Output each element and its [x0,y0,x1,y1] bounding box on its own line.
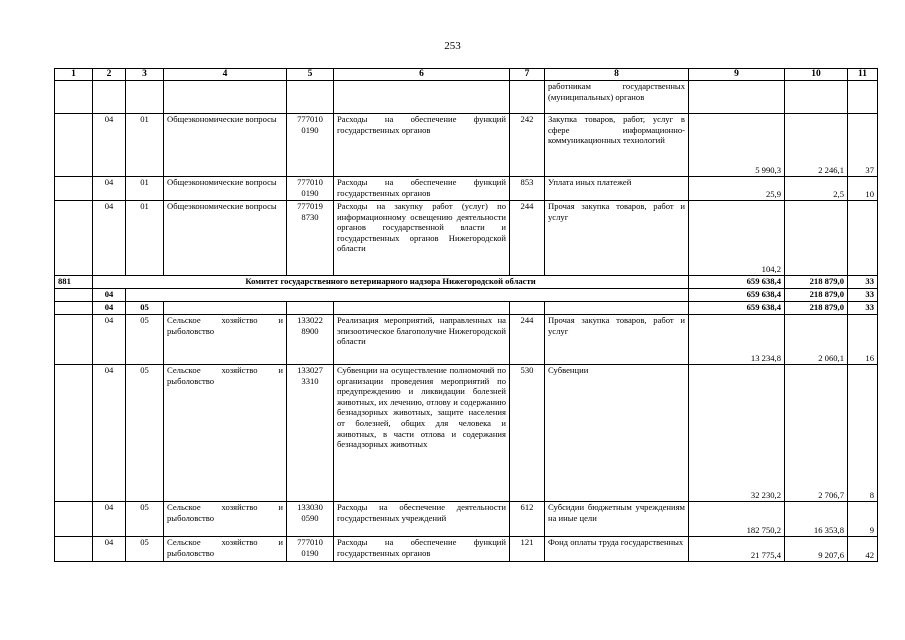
empty-cell [55,289,93,302]
cell-c5: 133030 0590 [287,502,334,537]
col-header-7: 7 [510,69,545,81]
cell-c7: 612 [510,502,545,537]
cell-c10 [785,81,848,114]
cell-c4: Сельское хозяйство и рыболовство [164,502,287,537]
cell-c1 [55,81,93,114]
cell-c1 [55,177,93,201]
col-header-8: 8 [545,69,689,81]
cell-c6: Расходы на обеспечение функций государственных органов [334,537,510,562]
cell-c11: 8 [848,365,878,502]
empty-cell [545,302,689,315]
cell-c8: Фонд оплаты труда государственных [545,537,689,562]
cell-c3: 05 [126,537,164,562]
empty-cell [164,302,287,315]
header-row [55,69,878,81]
cell-c10: 2 060,1 [785,315,848,365]
cell-c10: 16 353,8 [785,502,848,537]
empty-cell [55,502,93,537]
cell-c11 [848,81,878,114]
cell-c2: 04 [93,537,126,562]
cell-c7: 121 [510,537,545,562]
cell-c2: 04 [93,502,126,537]
empty-cell [334,302,510,315]
table-row [55,201,878,276]
cell-c9: 182 750,2 [689,502,785,537]
ministry-row [55,276,878,289]
table-row [55,177,878,201]
section-code: 04 [93,289,126,302]
cell-c6: Расходы на закупку работ (услуг) по информационному освещению деятельности органов государственной власти и государственных органов Нижегородской области [334,201,510,276]
cell-c4: Общеэкономические вопросы [164,177,287,201]
cell-c4: Сельское хозяйство и рыболовство [164,365,287,502]
cell-c9: 5 990,3 [689,114,785,177]
cell-c5: 777010 0190 [287,177,334,201]
cell-c5: 133022 8900 [287,315,334,365]
cell-c8: Уплата иных платежей [545,177,689,201]
cell-c11 [848,201,878,276]
col-header-11: 11 [848,69,878,81]
cell-c2: 04 [93,114,126,177]
cell-c7: 242 [510,114,545,177]
empty-cell [55,315,93,365]
cell-c4 [164,81,287,114]
cell-c5: 777019 8730 [287,201,334,276]
cell-c9: 25,9 [689,177,785,201]
col-header-4: 4 [164,69,287,81]
table-row [55,114,878,177]
cell-c10: 2,5 [785,177,848,201]
ministry-title: Комитет государственного ветеринарного надзора Нижегородской области [93,276,689,289]
cell-c7: 853 [510,177,545,201]
table-row [55,315,878,365]
cell-c3: 01 [126,201,164,276]
cell-c9: 13 234,8 [689,315,785,365]
cell-c6 [334,81,510,114]
cell-c3: 05 [126,315,164,365]
cell-c2: 04 [93,177,126,201]
cell-c4: Сельское хозяйство и рыболовство [164,537,287,562]
col-header-10: 10 [785,69,848,81]
cell-c11: 37 [848,114,878,177]
cell-c9: 21 775,4 [689,537,785,562]
empty-cell [55,365,93,502]
cell-c8: Субвенции [545,365,689,502]
cell-c3: 05 [126,365,164,502]
empty-cell [55,302,93,315]
cell-c6: Расходы на обеспечение функций государственных органов [334,114,510,177]
cell-c10: 9 207,6 [785,537,848,562]
cell-c5 [287,81,334,114]
budget-table [54,68,878,562]
cell-c4: Общеэкономические вопросы [164,114,287,177]
cell-c6: Реализация мероприятий, направленных на эпизоотическое благополучие Нижегородской области [334,315,510,365]
empty-cell [510,302,545,315]
cell-c6: Расходы на обеспечение функций государственных органов [334,177,510,201]
cell-c6: Субвенции на осуществление полномочий по организации проведения мероприятий по предупреждению и ликвидации болезней животных, их лечению, отлову и содержанию безнадзорных животных, защите населения от болезней, общих для человека и животных, в части отлова и содержания безнадзорных животных [334,365,510,502]
cell-c1 [55,201,93,276]
cell-c11: 9 [848,502,878,537]
subsection-c3: 05 [126,302,164,315]
cell-c11: 42 [848,537,878,562]
cell-c10: 2 246,1 [785,114,848,177]
subsection-c2: 04 [93,302,126,315]
col-header-9: 9 [689,69,785,81]
cell-c7: 244 [510,315,545,365]
cell-c2 [93,81,126,114]
cell-c11: 10 [848,177,878,201]
subsection-c11: 33 [848,302,878,315]
cell-c5: 777010 0190 [287,537,334,562]
section-row [55,289,878,302]
cell-c7 [510,81,545,114]
subsection-c10: 218 879,0 [785,302,848,315]
cell-c3: 05 [126,502,164,537]
section-c11: 33 [848,289,878,302]
page-number: 253 [444,40,461,52]
cell-c7: 244 [510,201,545,276]
cell-c9: 32 230,2 [689,365,785,502]
col-header-1: 1 [55,69,93,81]
cell-c8: Субсидии бюджетным учреждениям на иные цели [545,502,689,537]
ministry-c10: 218 879,0 [785,276,848,289]
table-row [55,81,878,114]
cell-c10 [785,201,848,276]
cell-c8: Прочая закупка товаров, работ и услуг [545,201,689,276]
cell-c8: Прочая закупка товаров, работ и услуг [545,315,689,365]
cell-c6: Расходы на обеспечение деятельности государственных учреждений [334,502,510,537]
col-header-3: 3 [126,69,164,81]
ministry-c11: 33 [848,276,878,289]
cell-c9 [689,81,785,114]
cell-c3 [126,81,164,114]
ministry-c9: 659 638,4 [689,276,785,289]
col-header-6: 6 [334,69,510,81]
subsection-row [55,302,878,315]
cell-c11: 16 [848,315,878,365]
cell-c3: 01 [126,177,164,201]
table-row [55,502,878,537]
table-row [55,537,878,562]
section-c9: 659 638,4 [689,289,785,302]
empty-cell [126,289,689,302]
subsection-c9: 659 638,4 [689,302,785,315]
cell-c9: 104,2 [689,201,785,276]
cell-c7: 530 [510,365,545,502]
cell-c8: Закупка товаров, работ, услуг в сфере информационно-коммуникационных технологий [545,114,689,177]
empty-cell [55,537,93,562]
cell-c5: 777010 0190 [287,114,334,177]
cell-c2: 04 [93,315,126,365]
cell-c4: Общеэкономические вопросы [164,201,287,276]
cell-c8: работникам государственных (муниципальных) органов [545,81,689,114]
ministry-code: 881 [55,276,93,289]
cell-c10: 2 706,7 [785,365,848,502]
cell-c2: 04 [93,201,126,276]
section-c10: 218 879,0 [785,289,848,302]
cell-c2: 04 [93,365,126,502]
cell-c3: 01 [126,114,164,177]
cell-c5: 133027 3310 [287,365,334,502]
col-header-2: 2 [93,69,126,81]
empty-cell [287,302,334,315]
cell-c1 [55,114,93,177]
col-header-5: 5 [287,69,334,81]
cell-c4: Сельское хозяйство и рыболовство [164,315,287,365]
table-row [55,365,878,502]
